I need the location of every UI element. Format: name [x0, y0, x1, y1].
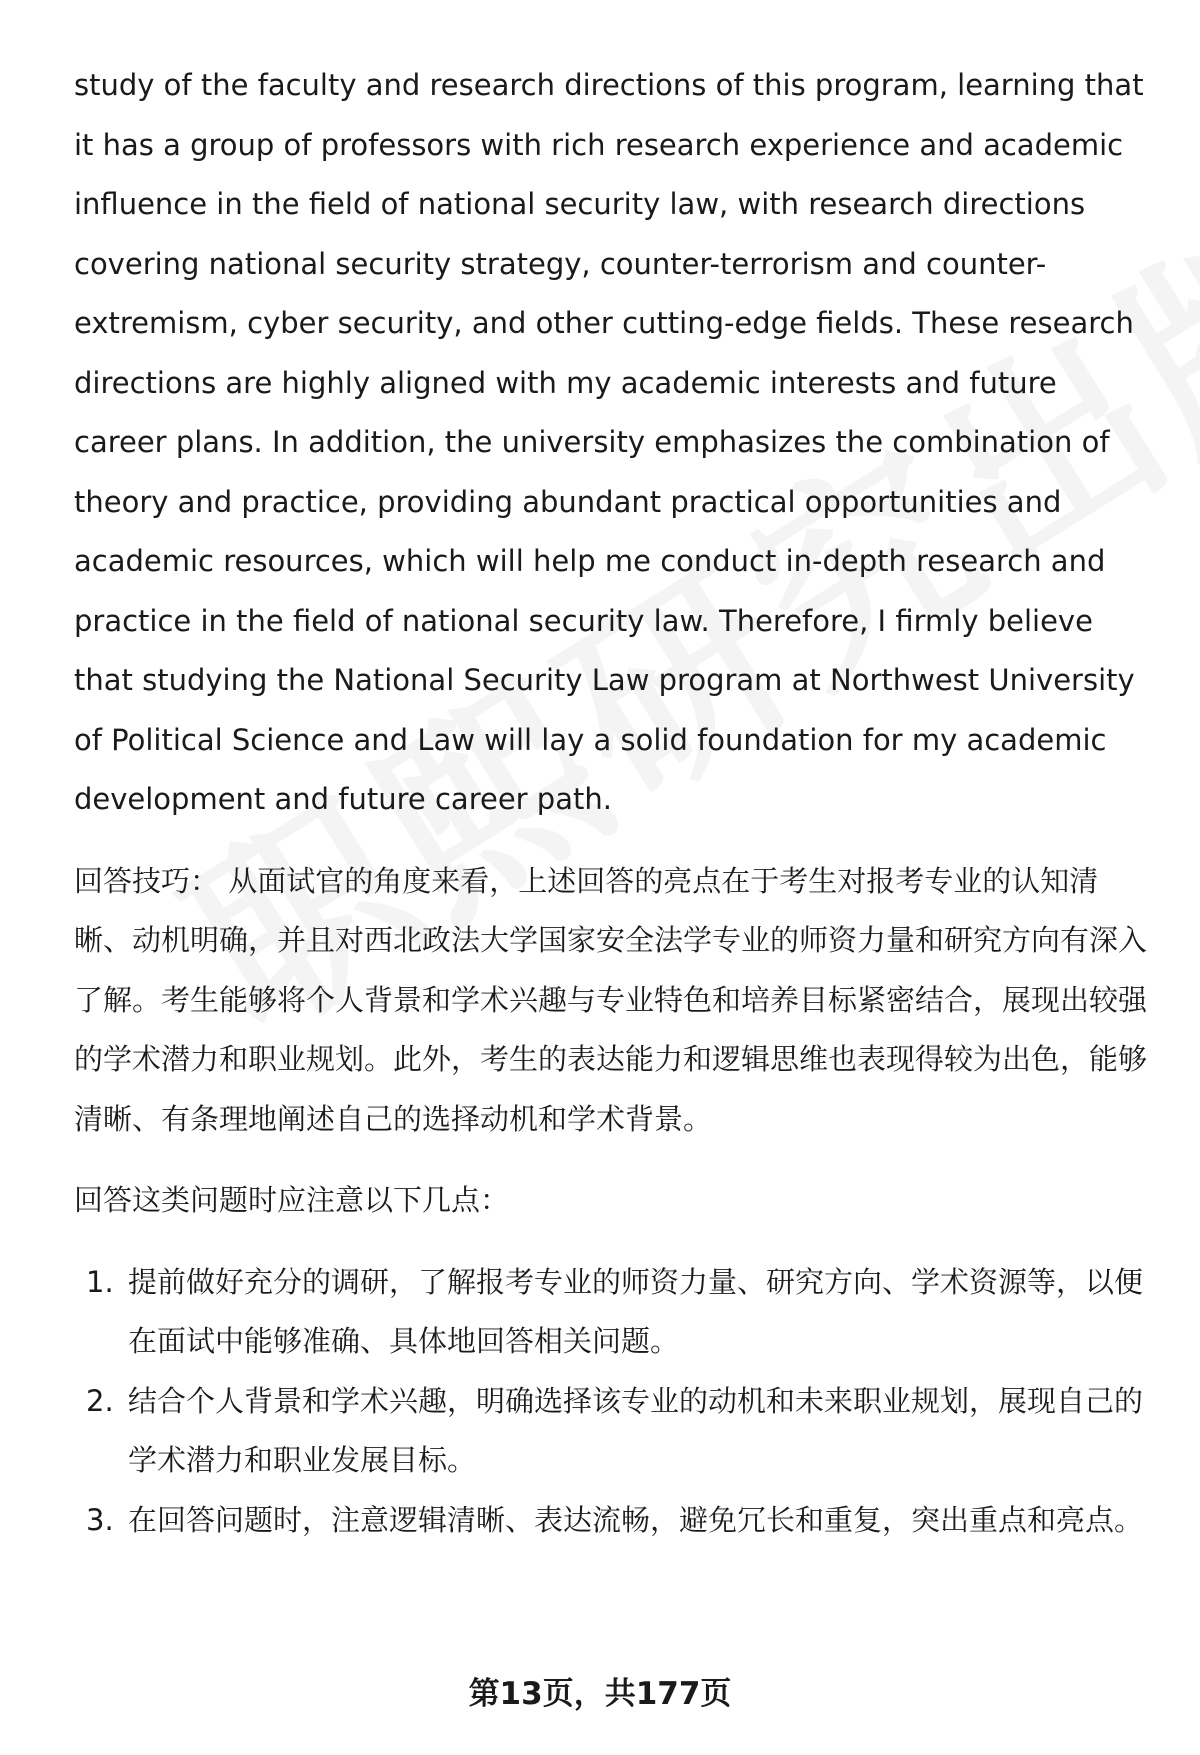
notes-list [74, 1253, 1150, 1551]
list-item [74, 1372, 1150, 1491]
list-number: 2. [86, 1383, 114, 1418]
list-item-text: 提前做好充分的调研，了解报考专业的师资力量、研究方向、学术资源等，以便在面试中能够准确、具体地回答相关问题。 [128, 1264, 1144, 1358]
notes-intro: 回答这类问题时应注意以下几点： [74, 1183, 510, 1217]
answer-tips-paragraph: 回答技巧： 从面试官的角度来看，上述回答的亮点在于考生对报考专业的认知清晰、动机明确，并且对西北政法大学国家安全法学专业的师资力量和研究方向有深入了解。考生能够将个人背景和学术兴趣与专业特色和培养目标紧密结合，展现出较强的学术潜力和职业规划。此外，考生的表达能力和逻辑思维也表现得较为出色，能够清晰、有条理地阐述自己的选择动机和学术背景。 [74, 863, 1148, 1136]
english-paragraph: study of the faculty and research directions of this program, learning that it has a group of professors with rich research experience and academic influence in the field of national security law, with research directions covering national security strategy, counter-terrorism and counter-extremism, cyber security, and other cutting-edge fields. These research directions are highly aligned with my academic interests and future career plans. In addition, the university emphasizes the combination of theory and practice, providing abundant practical opportunities and academic resources, which will help me conduct in-depth research and practice in the field of national security law. Therefore, I firmly believe that studying the National Security Law program at Northwest University of Political Science and Law will lay a solid foundation for my academic development and future career path. [74, 68, 1144, 816]
list-item-text: 结合个人背景和学术兴趣，明确选择该专业的动机和未来职业规划，展现自己的学术潜力和职业发展目标。 [128, 1383, 1144, 1477]
list-item-text: 在回答问题时，注意逻辑清晰、表达流畅，避免冗长和重复，突出重点和亮点。 [128, 1502, 1144, 1537]
list-item [74, 1253, 1150, 1372]
list-item [74, 1491, 1150, 1551]
list-number: 3. [86, 1502, 114, 1537]
page-number-footer: 第13页，共177页 [468, 1676, 732, 1712]
list-number: 1. [86, 1264, 114, 1299]
page-content [74, 56, 1150, 1550]
